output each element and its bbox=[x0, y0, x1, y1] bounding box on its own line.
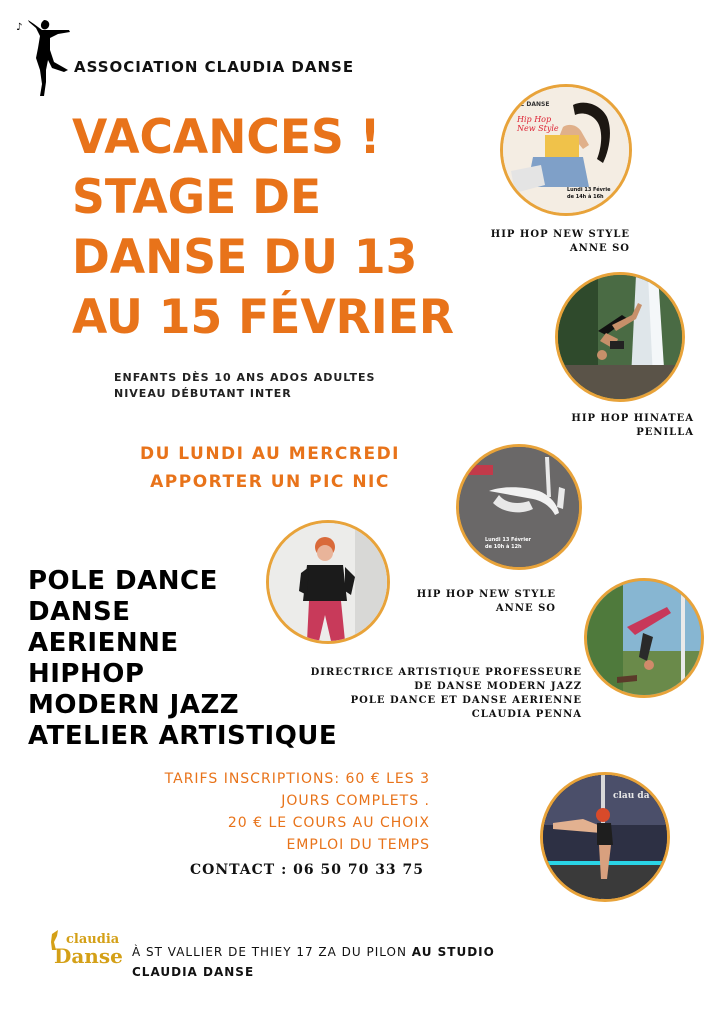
studio-label: AU STUDIO bbox=[411, 945, 495, 959]
caption-line: POLE DANCE ET DANSE AERIENNE bbox=[350, 695, 582, 706]
pricing-line: JOURS COMPLETS . bbox=[281, 793, 430, 809]
caption-line: ANNE SO bbox=[495, 603, 556, 614]
photo-hiphop-poster bbox=[500, 84, 632, 216]
caption-line: HIP HOP NEW STYLE bbox=[490, 229, 630, 240]
audience-info bbox=[114, 370, 375, 402]
headline bbox=[72, 108, 512, 348]
pricing-line: EMPLOI DU TEMPS bbox=[286, 837, 430, 853]
svg-text:♪: ♪ bbox=[16, 22, 23, 33]
caption-line: HIP HOP NEW STYLE bbox=[416, 589, 556, 600]
caption-line: DE DANSE MODERN JAZZ bbox=[414, 681, 582, 692]
contact-phone: CONTACT : 06 50 70 33 75 bbox=[190, 862, 425, 878]
logo-text-top: claudia bbox=[66, 932, 120, 947]
address-text: À ST VALLIER DE THIEY 17 ZA DU PILON bbox=[132, 945, 412, 959]
headline-line: AU 15 FÉVRIER bbox=[72, 290, 454, 345]
photo-pole-studio bbox=[540, 772, 670, 902]
caption-line: ANNE SO bbox=[569, 243, 630, 254]
aerial-illustration bbox=[587, 581, 701, 695]
pricing-info bbox=[120, 768, 430, 856]
address-info bbox=[132, 942, 495, 982]
poster-date-line: de 14h à 16h bbox=[567, 194, 604, 200]
audience-line: ENFANTS DÈS 10 ANS ADOS ADULTES bbox=[114, 371, 376, 384]
headline-line: DANSE DU 13 bbox=[72, 230, 418, 285]
association-name: ASSOCIATION CLAUDIA DANSE bbox=[74, 58, 355, 76]
caption-director bbox=[300, 666, 582, 722]
claudia-danse-logo bbox=[44, 928, 124, 978]
caption-hiphop-1 bbox=[470, 228, 630, 256]
photo-aerial-dancer bbox=[584, 578, 704, 698]
logo-text-bottom: Danse bbox=[54, 944, 123, 968]
caption-hiphop-3 bbox=[400, 588, 556, 616]
poster-date-line: Lundi 13 Février bbox=[485, 537, 531, 543]
discipline-item: ATELIER ARTISTIQUE bbox=[28, 721, 338, 751]
poster-date-line: Lundi 13 Févrie bbox=[567, 187, 611, 193]
discipline-item: MODERN JAZZ bbox=[28, 690, 240, 720]
headline-line: STAGE DE bbox=[72, 170, 322, 225]
poster-date bbox=[567, 187, 610, 201]
headline-line: VACANCES ! bbox=[72, 110, 381, 165]
discipline-item: HIPHOP bbox=[28, 659, 145, 689]
pricing-line: 20 € LE COURS AU CHOIX bbox=[227, 815, 430, 831]
studio-sign-text: clau da bbox=[613, 791, 650, 801]
poster-top-text: E DE DANSE bbox=[509, 101, 550, 108]
poster-title-line: New Style bbox=[517, 124, 559, 133]
poster-2-date bbox=[485, 537, 531, 551]
caption-line: HIP HOP HINATEA bbox=[571, 413, 694, 424]
schedule-info bbox=[120, 440, 420, 496]
photo-hiphop-poster-2 bbox=[456, 444, 582, 570]
waterfall-illustration bbox=[558, 275, 682, 399]
discipline-item: AERIENNE bbox=[28, 628, 179, 658]
pricing-line: TARIFS INSCRIPTIONS: 60 € LES 3 bbox=[164, 771, 430, 787]
dancer-logo-icon bbox=[14, 14, 72, 100]
schedule-line: APPORTER UN PIC NIC bbox=[150, 472, 390, 492]
discipline-item: DANSE bbox=[28, 597, 131, 627]
poster-title-line: Hip Hop bbox=[517, 115, 552, 124]
caption-line: CLAUDIA PENNA bbox=[471, 709, 582, 720]
studio-name: CLAUDIA DANSE bbox=[132, 965, 255, 979]
poster-title bbox=[517, 115, 559, 133]
portrait-illustration bbox=[269, 523, 387, 641]
photo-claudia-portrait bbox=[266, 520, 390, 644]
caption-line: DIRECTRICE ARTISTIQUE PROFESSEURE bbox=[310, 667, 582, 678]
caption-line: PENILLA bbox=[636, 427, 694, 438]
audience-line: NIVEAU DÉBUTANT INTER bbox=[114, 387, 292, 400]
discipline-item: POLE DANCE bbox=[28, 566, 218, 596]
schedule-line: DU LUNDI AU MERCREDI bbox=[139, 444, 401, 464]
poster-date-line: de 10h à 12h bbox=[485, 544, 522, 550]
caption-hiphop-2 bbox=[520, 412, 694, 440]
photo-waterfall-dancer bbox=[555, 272, 685, 402]
